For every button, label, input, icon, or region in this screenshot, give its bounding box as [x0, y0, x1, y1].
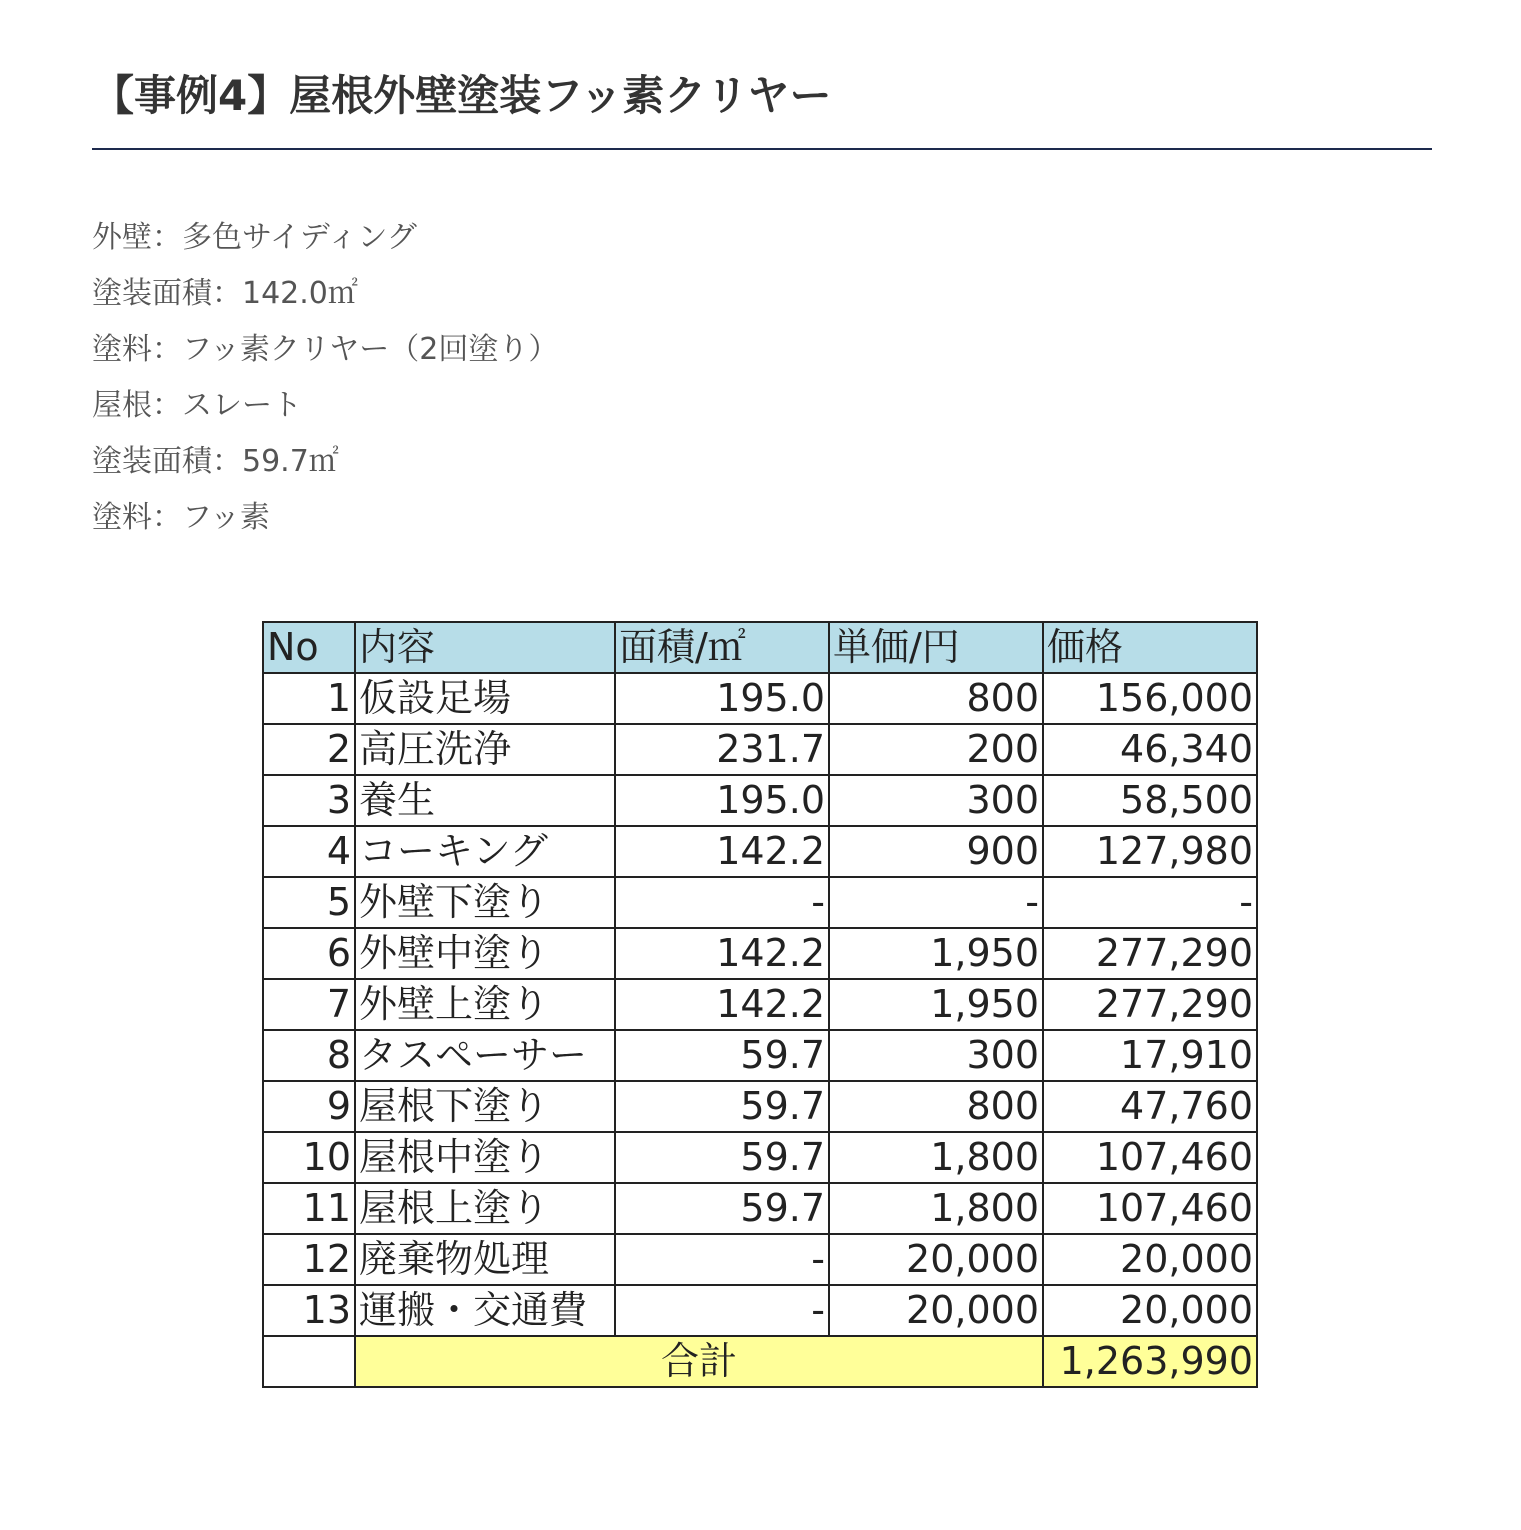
cell-no: 12: [263, 1234, 355, 1285]
cell-unit-price: 20,000: [829, 1285, 1043, 1336]
cell-area: 59.7: [615, 1030, 829, 1081]
spec-roof-paint: 塗料：フッ素: [92, 500, 270, 535]
spec-wall-area: 塗装面積：142.0㎡: [92, 276, 358, 311]
cell-item: 外壁下塗り: [355, 877, 615, 928]
cell-price: 127,980: [1043, 826, 1257, 877]
cell-unit-price: 300: [829, 775, 1043, 826]
cell-item: タスペーサー: [355, 1030, 615, 1081]
cell-unit-price: 800: [829, 1081, 1043, 1132]
cell-item: 屋根上塗り: [355, 1183, 615, 1234]
table-row: [263, 775, 1257, 826]
cell-no: 11: [263, 1183, 355, 1234]
total-row: [263, 1336, 1257, 1387]
cell-no: 13: [263, 1285, 355, 1336]
cell-no: 5: [263, 877, 355, 928]
cell-area: 59.7: [615, 1132, 829, 1183]
cell-unit-price: 1,800: [829, 1183, 1043, 1234]
cell-price: 20,000: [1043, 1285, 1257, 1336]
cell-item: 養生: [355, 775, 615, 826]
total-label: 合計: [355, 1336, 1043, 1387]
cell-item: 外壁中塗り: [355, 928, 615, 979]
cell-unit-price: 1,800: [829, 1132, 1043, 1183]
header-item: 内容: [355, 622, 615, 673]
cell-price: 277,290: [1043, 928, 1257, 979]
table-row: [263, 1285, 1257, 1336]
spec-roof-material: 屋根：スレート: [92, 388, 302, 423]
cell-price: 107,460: [1043, 1132, 1257, 1183]
spec-wall-material: 外壁：多色サイディング: [92, 220, 417, 255]
cell-no: 6: [263, 928, 355, 979]
table-row: [263, 1183, 1257, 1234]
header-no: No: [263, 622, 355, 673]
cell-no: 4: [263, 826, 355, 877]
cell-unit-price: 900: [829, 826, 1043, 877]
table-row: [263, 1081, 1257, 1132]
table-row: [263, 1030, 1257, 1081]
cell-price: -: [1043, 877, 1257, 928]
spec-list: [92, 210, 558, 546]
table-row: [263, 1234, 1257, 1285]
cell-item: 仮設足場: [355, 673, 615, 724]
cell-no: 10: [263, 1132, 355, 1183]
cell-unit-price: 20,000: [829, 1234, 1043, 1285]
cell-area: -: [615, 1285, 829, 1336]
cell-item: 運搬・交通費: [355, 1285, 615, 1336]
table-row: [263, 877, 1257, 928]
spec-roof-area: 塗装面積：59.7㎡: [92, 444, 339, 479]
cell-unit-price: 800: [829, 673, 1043, 724]
table-row: [263, 1132, 1257, 1183]
cell-item: コーキング: [355, 826, 615, 877]
cell-unit-price: 1,950: [829, 928, 1043, 979]
table-header-row: [263, 622, 1257, 673]
spec-wall-paint: 塗料：フッ素クリヤー（2回塗り）: [92, 332, 559, 367]
cell-item: 高圧洗浄: [355, 724, 615, 775]
cell-no: 8: [263, 1030, 355, 1081]
table-row: [263, 826, 1257, 877]
cell-area: 142.2: [615, 928, 829, 979]
cell-area: 195.0: [615, 775, 829, 826]
cell-area: -: [615, 1234, 829, 1285]
cell-area: 59.7: [615, 1081, 829, 1132]
cell-price: 20,000: [1043, 1234, 1257, 1285]
cell-item: 屋根下塗り: [355, 1081, 615, 1132]
table-row: [263, 724, 1257, 775]
cell-price: 47,760: [1043, 1081, 1257, 1132]
cell-area: 142.2: [615, 979, 829, 1030]
title-divider: [92, 148, 1432, 150]
cell-item: 屋根中塗り: [355, 1132, 615, 1183]
cell-area: 231.7: [615, 724, 829, 775]
total-value: 1,263,990: [1043, 1336, 1257, 1387]
cell-no: 9: [263, 1081, 355, 1132]
table-row: [263, 979, 1257, 1030]
cell-price: 277,290: [1043, 979, 1257, 1030]
header-area: 面積/㎡: [615, 622, 829, 673]
cell-item: 外壁上塗り: [355, 979, 615, 1030]
total-empty-cell: [263, 1336, 355, 1387]
cell-price: 58,500: [1043, 775, 1257, 826]
table-row: [263, 673, 1257, 724]
cell-no: 1: [263, 673, 355, 724]
table-row: [263, 928, 1257, 979]
cell-price: 46,340: [1043, 724, 1257, 775]
cell-no: 3: [263, 775, 355, 826]
cell-area: -: [615, 877, 829, 928]
cell-area: 142.2: [615, 826, 829, 877]
cell-no: 2: [263, 724, 355, 775]
table-body: [263, 673, 1257, 1336]
cell-price: 156,000: [1043, 673, 1257, 724]
cell-unit-price: 300: [829, 1030, 1043, 1081]
cell-price: 107,460: [1043, 1183, 1257, 1234]
header-unit-price: 単価/円: [829, 622, 1043, 673]
cell-price: 17,910: [1043, 1030, 1257, 1081]
cell-no: 7: [263, 979, 355, 1030]
cell-area: 195.0: [615, 673, 829, 724]
cell-unit-price: -: [829, 877, 1043, 928]
header-price: 価格: [1043, 622, 1257, 673]
cell-unit-price: 1,950: [829, 979, 1043, 1030]
page-title: 【事例4】屋根外壁塗装フッ素クリヤー: [92, 71, 832, 120]
cell-area: 59.7: [615, 1183, 829, 1234]
cell-item: 廃棄物処理: [355, 1234, 615, 1285]
cell-unit-price: 200: [829, 724, 1043, 775]
estimate-table: [262, 621, 1258, 1388]
